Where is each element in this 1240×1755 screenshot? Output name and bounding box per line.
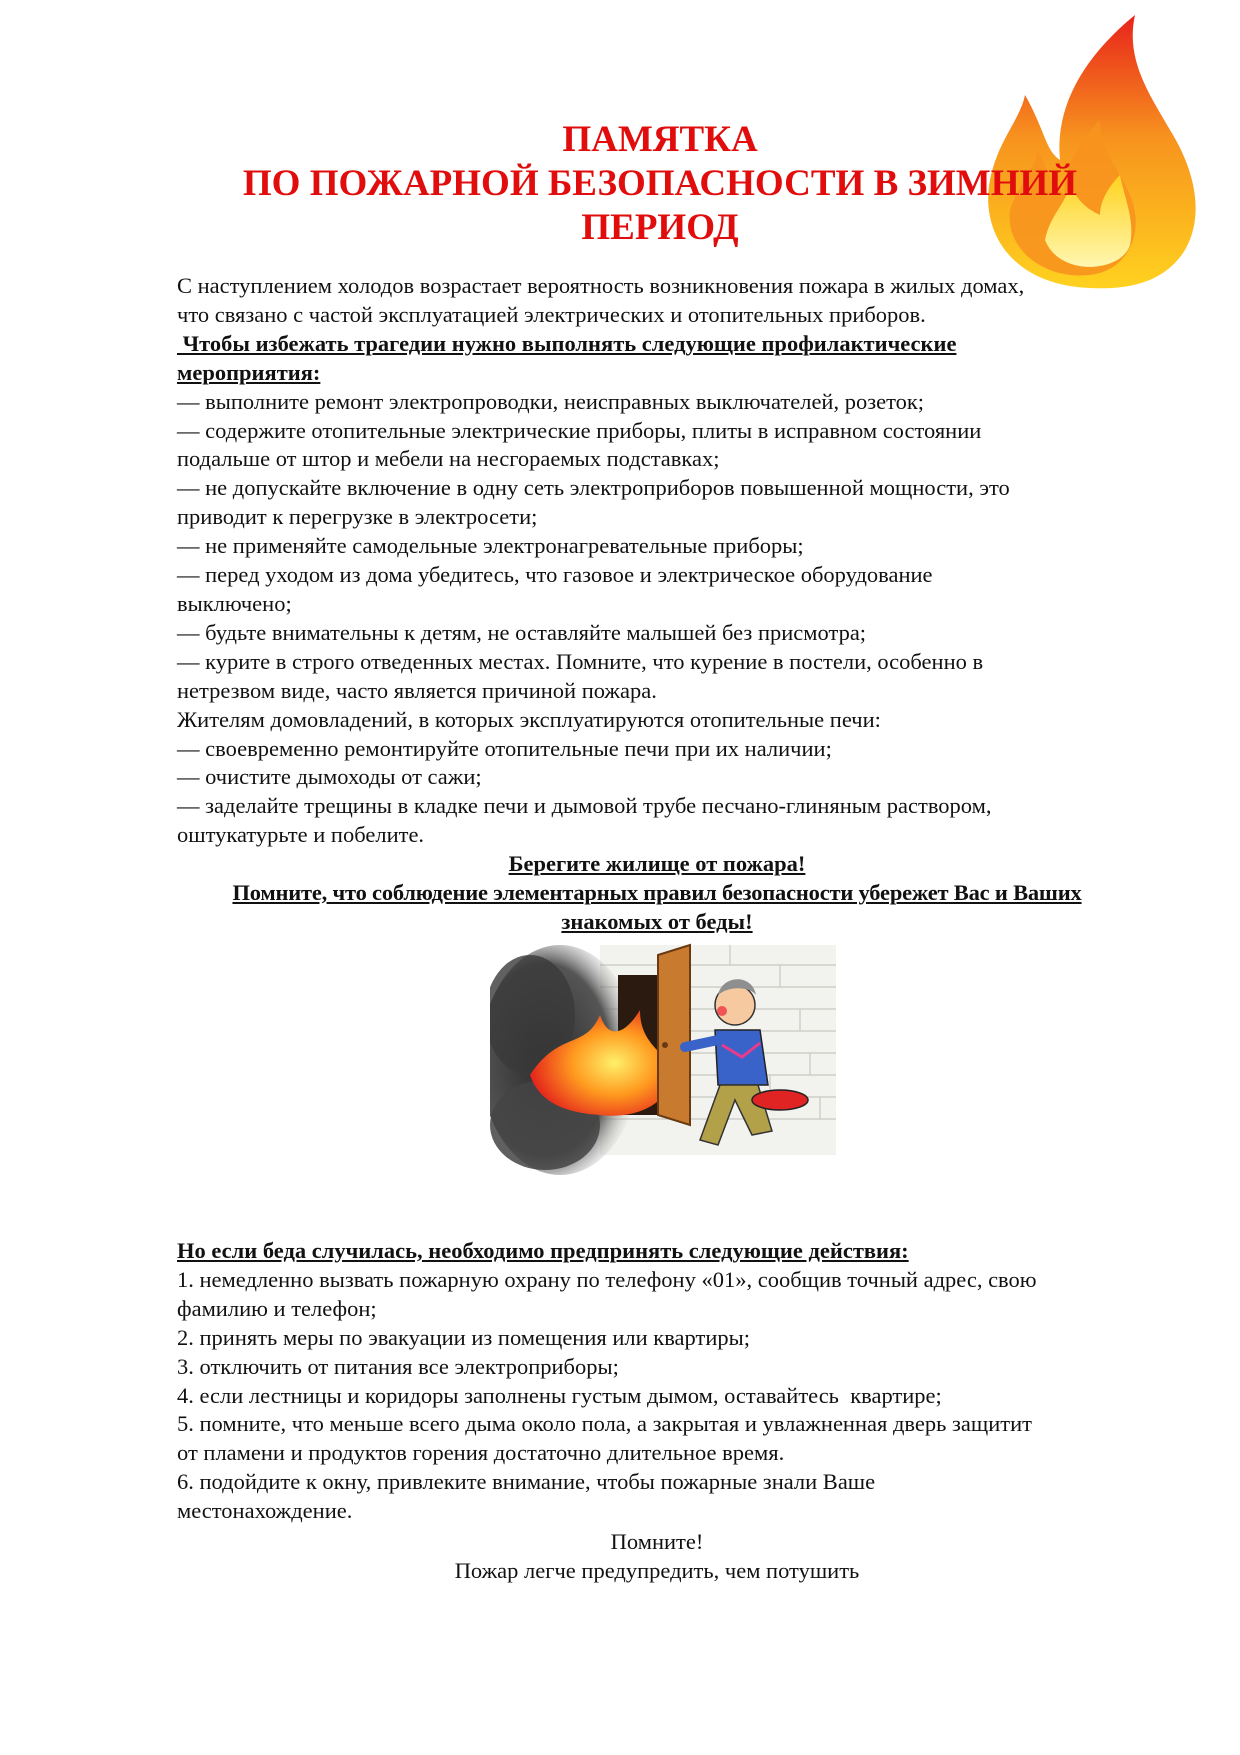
title-line: ПЕРИОД [581,207,739,248]
intro-line: что связано с частой эксплуатацией электрических и отопительных приборов. [177,301,926,327]
list-item: 6. подойдите к окну, привлеките внимание, чтобы пожарные знали Ваше [177,1469,876,1495]
document-title [180,118,1140,250]
main-body [177,272,1137,937]
list-item: приводит к перегрузке в электросети; [177,504,538,530]
list-item: выключено; [177,590,292,616]
list-item: 1. немедленно вызвать пожарную охрану по телефону «01», сообщив точный адрес, свою [177,1266,1037,1292]
list-item: оштукатурьте и побелите. [177,822,425,848]
list-item: — содержите отопительные электрические приборы, плиты в исправном состоянии [177,417,982,443]
list-item: 2. принять меры по эвакуации из помещения или квартиры; [177,1324,750,1350]
list-item: — не допускайте включение в одну сеть электроприборов повышенной мощности, это [177,475,1010,501]
closing-line: Пожар легче предупредить, чем потушить [454,1557,860,1583]
appeal-line: Берегите жилище от пожара! [508,851,806,877]
emergency-section [177,1237,1137,1586]
list-item: 4. если лестницы и коридоры заполнены густым дымом, оставайтесь квартире; [177,1382,942,1408]
closing-line: Помните! [610,1529,704,1555]
list-item: — курите в строго отведенных местах. Помните, что курение в постели, особенно в [177,648,984,674]
list-item: фамилию и телефон; [177,1295,377,1321]
list-item: нетрезвом виде, часто является причиной пожара. [177,677,657,703]
title-line: ПО ПОЖАРНОЙ БЕЗОПАСНОСТИ В ЗИМНИЙ [242,163,1078,204]
fire-door-illustration [490,935,836,1177]
list-item: 5. помните, что меньше всего дыма около пола, а закрытая и увлажненная дверь защитит [177,1411,1032,1437]
list-item: от пламени и продуктов горения достаточно длительное время. [177,1440,785,1466]
list-item: — будьте внимательны к детям, не оставляйте малышей без присмотра; [177,619,867,645]
list-item: Жителям домовладений, в которых эксплуатируются отопительные печи: [177,706,881,732]
list-item: 3. отключить от питания все электроприборы; [177,1353,619,1379]
list-item: — не применяйте самодельные электронагревательные приборы; [177,533,804,559]
emergency-heading: Но если беда случилась, необходимо предпринять следующие действия: [177,1238,909,1263]
prevention-heading: мероприятия: [177,359,321,385]
list-item: местонахождение. [177,1498,353,1524]
title-line: ПАМЯТКА [562,119,758,160]
list-item: — очистите дымоходы от сажи; [177,764,482,790]
list-item: подальше от штор и мебели на несгораемых подставках; [177,446,720,472]
list-item: — выполните ремонт электропроводки, неисправных выключателей, розеток; [177,388,925,414]
appeal-line: Помните, что соблюдение элементарных правил безопасности убережет Вас и Ваших [232,880,1082,906]
list-item: — заделайте трещины в кладке печи и дымовой трубе песчано-глиняным раствором, [177,793,992,819]
prevention-heading: Чтобы избежать трагедии нужно выполнять следующие профилактические [177,330,957,356]
appeal-line: знакомых от беды! [561,908,753,934]
list-item: — перед уходом из дома убедитесь, что газовое и электрическое оборудование [177,562,933,588]
intro-line: С наступлением холодов возрастает вероятность возникновения пожара в жилых домах, [177,273,1025,298]
list-item: — своевременно ремонтируйте отопительные печи при их наличии; [177,735,832,761]
prevention-list [177,388,1137,851]
